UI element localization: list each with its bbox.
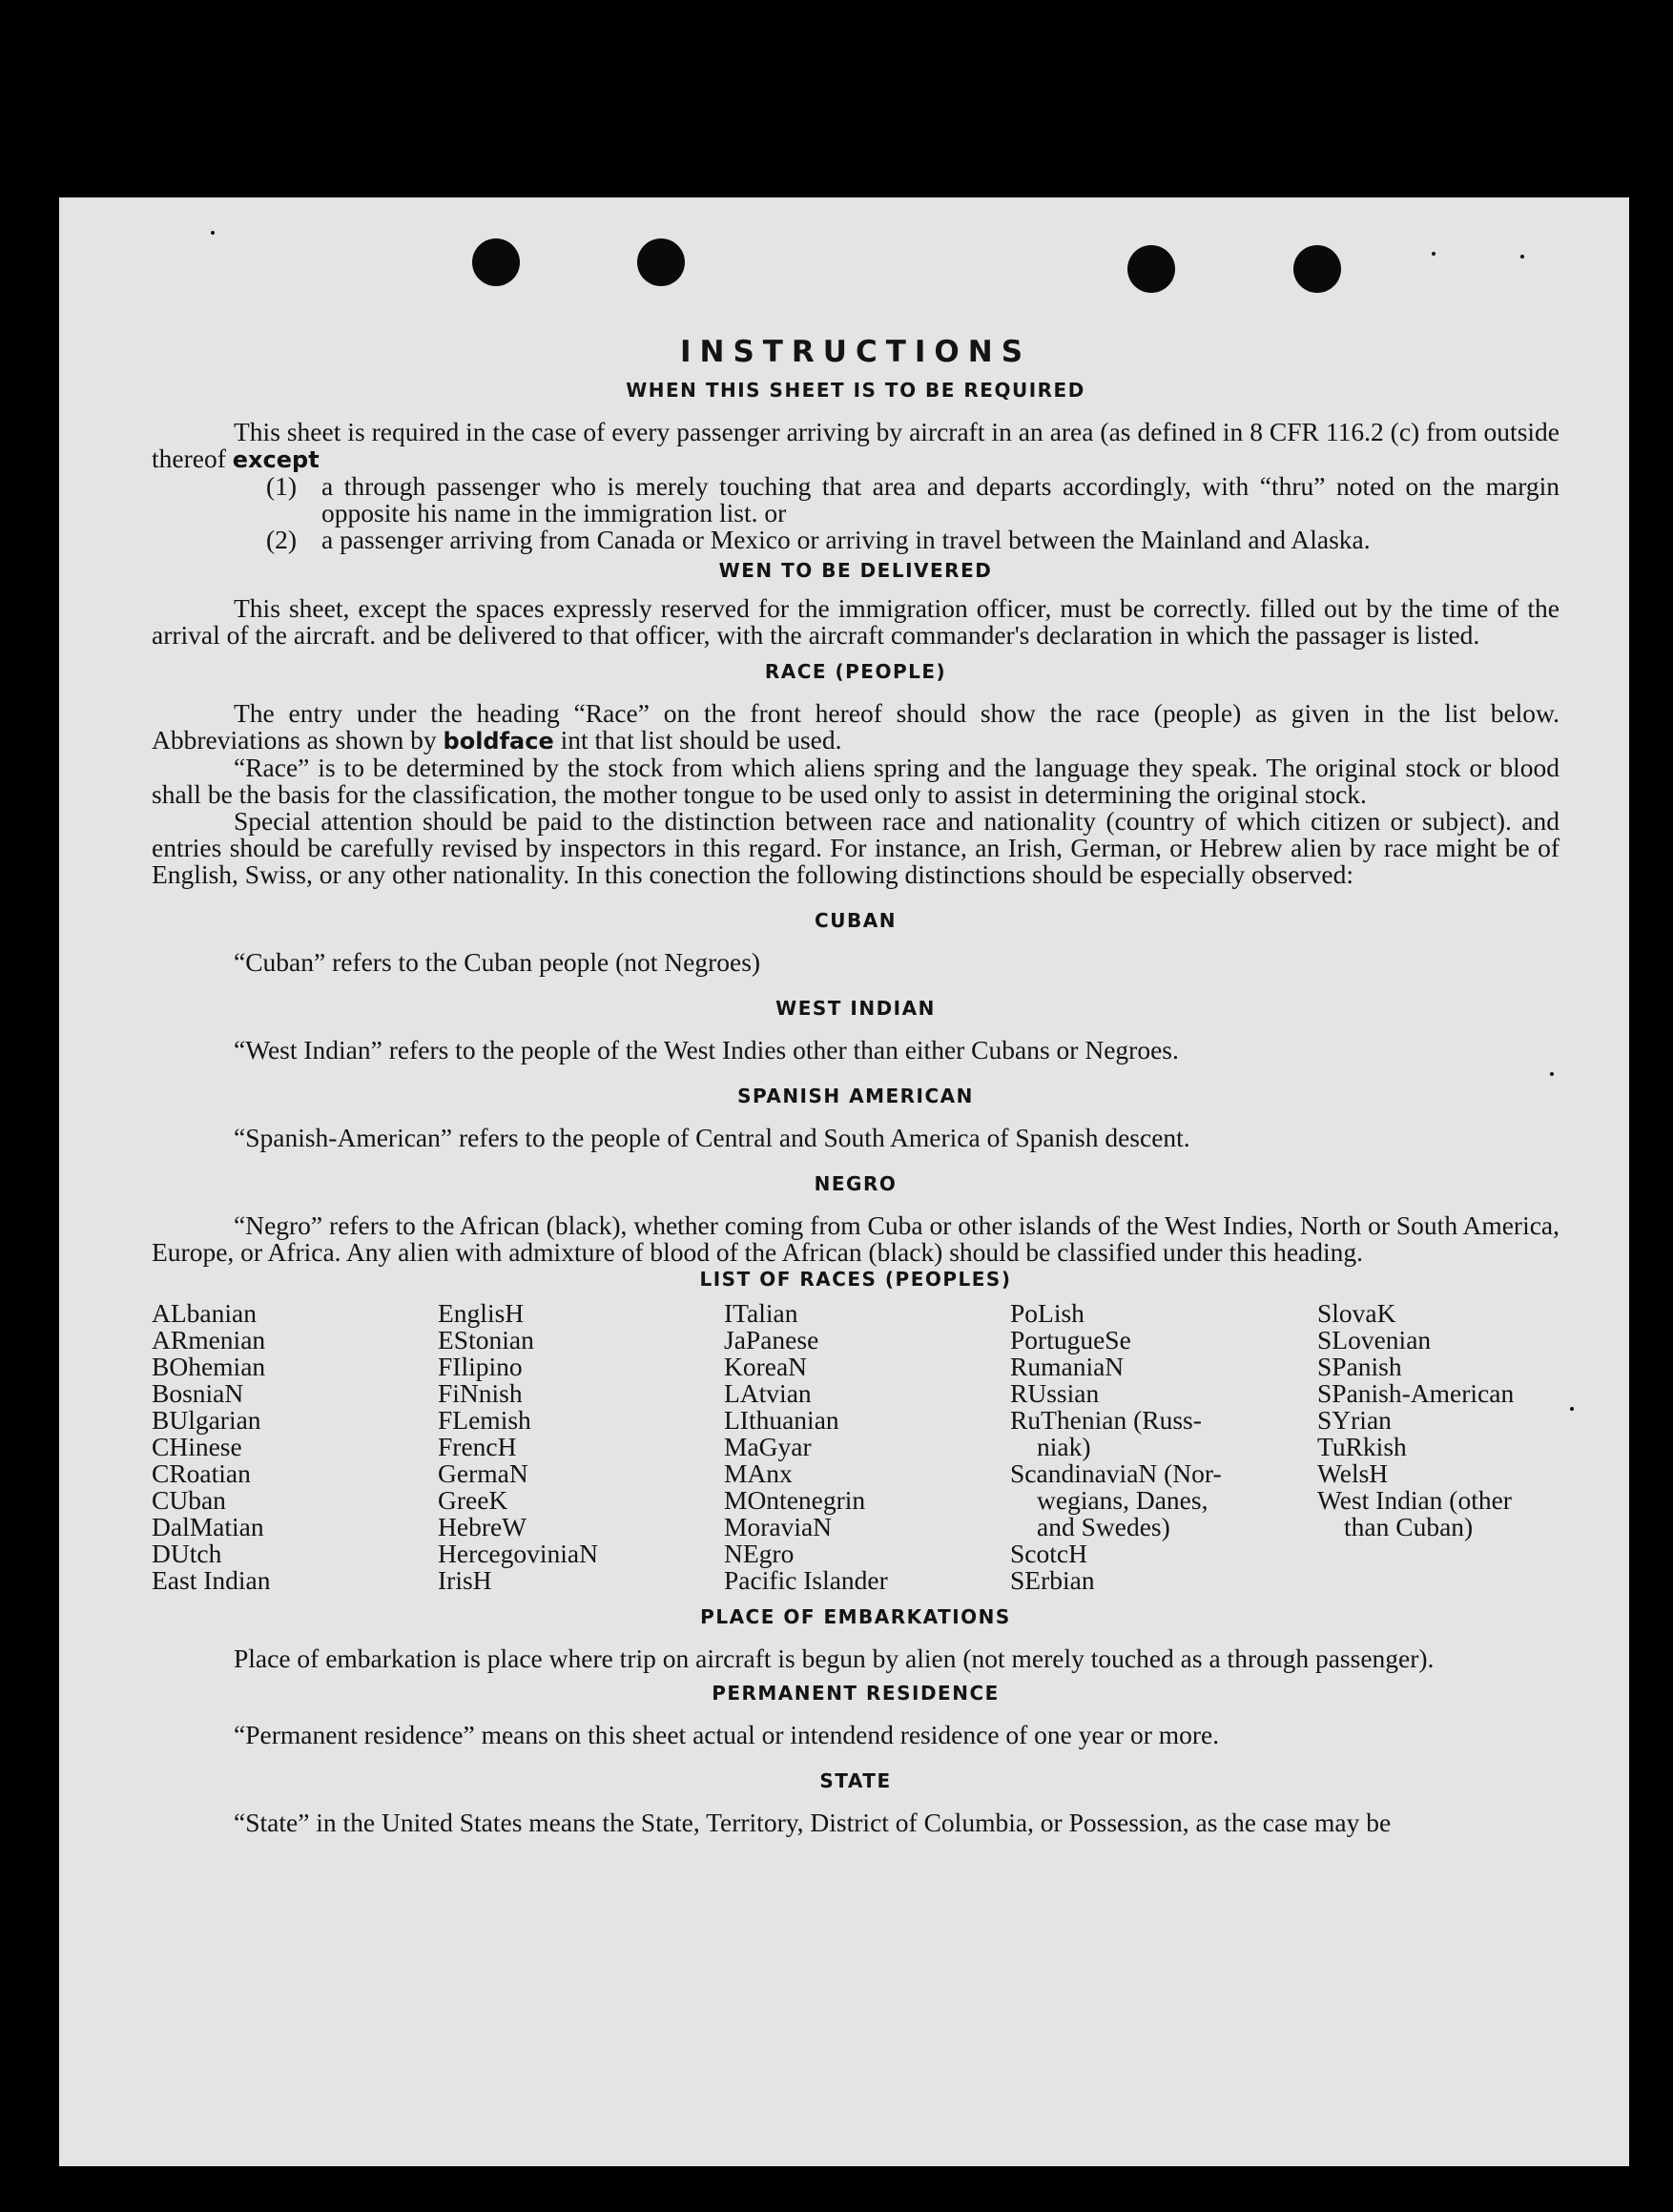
page-title: INSTRUCTIONS <box>679 335 1032 369</box>
race-entry: SYrian <box>1317 1405 1392 1435</box>
race-entry: ITalian <box>724 1298 798 1328</box>
race-entry: SPanish <box>1317 1352 1402 1381</box>
list-item-text: a passenger arriving from Canada or Mexico or arriving in travel between the Mainland and Alaska. <box>321 525 1371 554</box>
race-entry: NEgro <box>724 1539 795 1568</box>
section-heading-west-indian: WEST INDIAN <box>775 997 936 1020</box>
races-column <box>1317 1300 1559 1594</box>
races-list <box>152 1300 1559 1594</box>
speck-mark <box>1520 255 1524 258</box>
race-entry: MaGyar <box>724 1432 812 1461</box>
speck-mark <box>1432 252 1435 256</box>
race-entry: CUban <box>152 1485 226 1515</box>
race-entry: SErbian <box>1010 1565 1095 1595</box>
race-entry: WelsH <box>1317 1458 1389 1488</box>
punch-hole <box>472 238 520 286</box>
race-p1-text: The entry under the heading “Race” on the front hereof should show the race (people) as given in the list below. Abbreviations as shown by <box>152 698 1559 755</box>
race-entry: BUlgarian <box>152 1405 261 1435</box>
section-heading-permanent-residence: PERMANENT RESIDENCE <box>712 1682 1000 1705</box>
punch-hole <box>637 238 685 286</box>
race-entry: PortugueSe <box>1010 1325 1131 1354</box>
punch-hole <box>1293 245 1341 293</box>
except-keyword: except <box>232 446 320 473</box>
race-entry: West Indian (other <box>1317 1485 1512 1515</box>
section-heading-embarkation: PLACE OF EMBARKATIONS <box>700 1605 1011 1628</box>
race-entry: RuThenian (Russ- <box>1010 1405 1202 1435</box>
instructions-content <box>152 335 1559 1837</box>
race-entry: ScotcH <box>1010 1539 1087 1568</box>
race-entry: GreeK <box>438 1485 508 1515</box>
race-entry: GermaN <box>438 1458 528 1488</box>
race-entry: LIthuanian <box>724 1405 839 1435</box>
race-entry: Pacific Islander <box>724 1565 888 1595</box>
race-entry: FiNnish <box>438 1378 523 1408</box>
section-heading-when-required: WHEN THIS SHEET IS TO BE REQUIRED <box>626 379 1085 402</box>
races-column <box>152 1300 438 1594</box>
race-entry: wegians, Danes, <box>1037 1485 1208 1515</box>
race-entry: FIlipino <box>438 1352 523 1381</box>
race-entry: KoreaN <box>724 1352 808 1381</box>
when-delivered-text: This sheet, except the spaces expressly reserved for the immigration officer, must be correctly. filled out by the time of the arrival of the aircraft. and be delivered to that officer, with the aircraft commander's declaration in which the passager is listed. <box>152 593 1559 650</box>
speck-mark <box>211 231 215 235</box>
race-entry: CRoatian <box>152 1458 251 1488</box>
race-entry: RumaniaN <box>1010 1352 1125 1381</box>
race-entry: MoraviaN <box>724 1512 833 1541</box>
race-entry: RUssian <box>1010 1378 1100 1408</box>
boldface-keyword: boldface <box>443 728 554 755</box>
race-entry: HercegoviniaN <box>438 1539 598 1568</box>
race-entry: SPanish-American <box>1317 1378 1515 1408</box>
race-p1-text-end: int that list should be used. <box>560 725 842 755</box>
races-column <box>1010 1300 1317 1594</box>
race-entry: EnglisH <box>438 1298 525 1328</box>
race-paragraph-1 <box>152 700 1559 755</box>
race-entry: JaPanese <box>724 1325 819 1354</box>
race-entry: East Indian <box>152 1565 271 1595</box>
section-heading-state: STATE <box>819 1769 892 1792</box>
race-entry: TuRkish <box>1317 1432 1407 1461</box>
race-entry: and Swedes) <box>1037 1512 1170 1541</box>
intro-text: This sheet is required in the case of every passenger arriving by aircraft in an area (as defined in 8 CFR 116.2 (c) from outside thereof <box>152 417 1559 473</box>
race-entry: BOhemian <box>152 1352 266 1381</box>
state-text: “State” in the United States means the State, Territory, District of Columbia, or Possession, as the case may be <box>234 1808 1392 1837</box>
list-item-number: (1) <box>266 471 298 501</box>
race-entry: SlovaK <box>1317 1298 1396 1328</box>
speck-mark <box>1570 1407 1574 1411</box>
section-heading-cuban: CUBAN <box>815 909 897 932</box>
race-paragraph-2: “Race” is to be determined by the stock from which aliens spring and the language they speak. The original stock or blood shall be the basis for the classification, the mother tongue to be used only to assist in determining the original stock. <box>152 753 1559 809</box>
race-entry: IrisH <box>438 1565 492 1595</box>
spanish-american-text: “Spanish-American” refers to the people of Central and South America of Spanish descent. <box>234 1123 1190 1152</box>
list-item-text: a through passenger who is merely touching that area and departs accordingly, with “thru” noted on the margin opposite his name in the immigration list. or <box>321 471 1559 527</box>
negro-text: “Negro” refers to the African (black), whether coming from Cuba or other islands of the West Indies, North or South America, Europe, or Africa. Any alien with admixture of blood of the African (black) should be classified under this heading. <box>152 1210 1559 1267</box>
when-required-intro <box>152 419 1559 473</box>
race-entry: niak) <box>1037 1432 1091 1461</box>
races-column <box>438 1300 724 1594</box>
list-item <box>266 473 1559 527</box>
race-entry: than Cuban) <box>1344 1512 1474 1541</box>
permanent-residence-text: “Permanent residence” means on this sheet actual or intendend residence of one year or more. <box>234 1720 1220 1749</box>
race-entry: EStonian <box>438 1325 534 1354</box>
section-heading-negro: NEGRO <box>814 1172 898 1195</box>
race-entry: ARmenian <box>152 1325 266 1354</box>
race-entry: ScandinaviaN (Nor- <box>1010 1458 1222 1488</box>
race-entry: BosniaN <box>152 1378 244 1408</box>
list-item <box>266 527 1559 553</box>
race-entry: MAnx <box>724 1458 793 1488</box>
race-entry: DalMatian <box>152 1512 264 1541</box>
race-entry: CHinese <box>152 1432 242 1461</box>
race-entry: LAtvian <box>724 1378 812 1408</box>
race-entry: SLovenian <box>1317 1325 1432 1354</box>
race-paragraph-3: Special attention should be paid to the distinction between race and nationality (country of which citizen or subject). and entries should be carefully revised by inspectors in this regard. For instance, an Irish, German, or Hebrew alien by race might be of English, Swiss, or any other nationality. In this conection the following distinctions should be especially observed: <box>152 806 1559 889</box>
race-entry: FrencH <box>438 1432 517 1461</box>
section-heading-race: RACE (PEOPLE) <box>764 660 947 683</box>
punch-hole <box>1127 245 1175 293</box>
section-heading-races-list: LIST OF RACES (PEOPLES) <box>699 1268 1012 1291</box>
race-entry: MOntenegrin <box>724 1485 866 1515</box>
race-entry: HebreW <box>438 1512 527 1541</box>
document-sheet <box>59 197 1629 2166</box>
west-indian-text: “West Indian” refers to the people of the West Indies other than either Cubans or Negroes. <box>234 1035 1179 1065</box>
race-entry: DUtch <box>152 1539 222 1568</box>
embarkation-text: Place of embarkation is place where trip on aircraft is begun by alien (not merely touched as a through passenger). <box>234 1643 1435 1673</box>
section-heading-spanish-american: SPANISH AMERICAN <box>737 1085 974 1107</box>
list-item-number: (2) <box>266 525 298 554</box>
races-column <box>724 1300 1010 1594</box>
race-entry: PoLish <box>1010 1298 1084 1328</box>
section-heading-when-delivered: WEN TO BE DELIVERED <box>718 559 993 582</box>
race-entry: ALbanian <box>152 1298 257 1328</box>
cuban-text: “Cuban” refers to the Cuban people (not Negroes) <box>234 947 761 977</box>
race-entry: FLemish <box>438 1405 531 1435</box>
